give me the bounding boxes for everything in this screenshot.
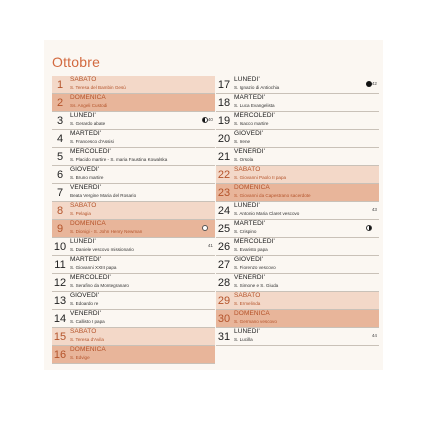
weekday-label: LUNEDI' <box>234 76 260 83</box>
saint-name: S. Callisto I papa <box>70 319 105 324</box>
saint-name: S. Serafino da Montegranaro <box>70 283 129 288</box>
day-row <box>216 238 379 256</box>
weekday-label: GIOVEDI' <box>70 292 100 299</box>
calendar-page <box>44 40 383 370</box>
day-number: 18 <box>217 97 231 109</box>
day-number: 22 <box>217 169 231 181</box>
weekday-label: GIOVEDI' <box>234 256 264 263</box>
day-row <box>216 112 379 130</box>
saint-name: S. Lucilla <box>234 337 253 342</box>
week-number: 44 <box>371 333 377 338</box>
day-number: 24 <box>217 205 231 217</box>
day-number: 28 <box>217 277 231 289</box>
day-number: 17 <box>217 79 231 91</box>
saint-name: S. Francesco d'Assisi <box>70 139 114 144</box>
day-number: 23 <box>217 187 231 199</box>
day-number: 26 <box>217 241 231 253</box>
day-number: 30 <box>217 313 231 325</box>
weekday-label: MERCOLEDI' <box>234 112 275 119</box>
saint-name: S. Crispino <box>234 229 257 234</box>
day-row <box>52 220 215 238</box>
saint-name: S. Luca Evangelista <box>234 103 275 108</box>
day-number: 6 <box>56 169 64 181</box>
new-moon-icon <box>202 225 208 231</box>
weekday-label: DOMENICA <box>70 220 106 227</box>
day-row <box>52 328 215 346</box>
weekday-label: SABATO <box>70 202 97 209</box>
week-number: 40 <box>207 117 213 122</box>
day-number: 21 <box>217 151 231 163</box>
day-row <box>52 148 215 166</box>
day-number: 3 <box>56 115 64 127</box>
day-row <box>216 166 379 184</box>
saint-name: Ss. Angeli Custodi <box>70 103 108 108</box>
saint-name: S. Ermelinda <box>234 301 261 306</box>
day-row <box>52 274 215 292</box>
weekday-label: DOMENICA <box>70 346 106 353</box>
saint-name: S. Pelagia <box>70 211 91 216</box>
saint-name: S. Gerardo abate <box>70 121 106 126</box>
saint-name: S. Dionigi - S. John Henry Newman <box>70 229 143 234</box>
day-row <box>52 346 215 364</box>
day-row <box>52 112 215 130</box>
day-number: 20 <box>217 133 231 145</box>
day-number: 19 <box>217 115 231 127</box>
day-row <box>216 220 379 238</box>
saint-name: S. Simone e S. Giuda <box>234 283 279 288</box>
saint-name: S. Antonio Maria Claret vescovo <box>234 211 300 216</box>
day-row <box>216 148 379 166</box>
saint-name: S. Orsola <box>234 157 254 162</box>
day-row <box>52 310 215 328</box>
day-row <box>216 130 379 148</box>
day-row <box>216 328 379 346</box>
weekday-label: LUNEDI' <box>234 202 260 209</box>
weekday-label: VENERDI' <box>234 274 265 281</box>
day-number: 14 <box>53 313 67 325</box>
day-row <box>52 184 215 202</box>
day-row <box>52 202 215 220</box>
weekday-label: MERCOLEDI' <box>70 274 111 281</box>
day-number: 16 <box>53 349 67 361</box>
day-number: 25 <box>217 223 231 235</box>
day-row <box>216 274 379 292</box>
day-row <box>216 94 379 112</box>
weekday-label: LUNEDI' <box>234 328 260 335</box>
weekday-label: LUNEDI' <box>70 238 96 245</box>
day-row <box>52 94 215 112</box>
day-number: 1 <box>56 79 64 91</box>
weekday-label: MARTEDI' <box>70 256 102 263</box>
day-row <box>52 256 215 274</box>
weekday-label: VENERDI' <box>70 310 101 317</box>
saint-name: S. Germano vescovo <box>234 319 277 324</box>
day-number: 2 <box>56 97 64 109</box>
day-number: 10 <box>53 241 67 253</box>
weekday-label: SABATO <box>70 328 97 335</box>
last-quarter-moon-icon <box>366 225 372 231</box>
day-row <box>52 238 215 256</box>
right-column <box>216 76 379 346</box>
weekday-label: DOMENICA <box>234 310 270 317</box>
saint-name: S. Giovanni Paolo II papa <box>234 175 287 180</box>
saint-name: S. Fiorenzo vescovo <box>234 265 276 270</box>
week-number: 41 <box>207 243 213 248</box>
saint-name: S. Edoardo re <box>70 301 99 306</box>
day-row <box>52 292 215 310</box>
day-number: 11 <box>54 259 66 271</box>
weekday-label: VENERDI' <box>70 184 101 191</box>
saint-name: S. Teresa d'Avila <box>70 337 104 342</box>
month-title: Ottobre <box>52 54 101 70</box>
weekday-label: SABATO <box>234 292 261 299</box>
day-number: 8 <box>56 205 64 217</box>
day-row <box>216 76 379 94</box>
weekday-label: SABATO <box>234 166 261 173</box>
day-number: 15 <box>53 331 67 343</box>
weekday-label: GIOVEDI' <box>234 130 264 137</box>
weekday-label: MARTEDI' <box>234 94 266 101</box>
weekday-label: LUNEDI' <box>70 112 96 119</box>
day-number: 29 <box>217 295 231 307</box>
saint-name: S. Isacco martire <box>234 121 269 126</box>
day-row <box>216 184 379 202</box>
weekday-label: MERCOLEDI' <box>70 148 111 155</box>
weekday-label: MARTEDI' <box>234 220 266 227</box>
saint-name: S. Ignazio di Antiochia <box>234 85 280 90</box>
saint-name: S. Irene <box>234 139 251 144</box>
day-number: 7 <box>56 187 64 199</box>
day-row <box>216 256 379 274</box>
saint-name: S. Edvige <box>70 355 90 360</box>
saint-name: S. Bruno martire <box>70 175 104 180</box>
weekday-label: SABATO <box>70 76 97 83</box>
day-number: 12 <box>53 277 67 289</box>
day-number: 5 <box>56 151 64 163</box>
week-number: 43 <box>371 207 377 212</box>
day-row <box>52 166 215 184</box>
day-row <box>52 76 215 94</box>
saint-name: S. Giovanni da Capestrano sacerdote <box>234 193 311 198</box>
weekday-label: MERCOLEDI' <box>234 238 275 245</box>
week-number: 42 <box>371 81 377 86</box>
saint-name: S. Evaristo papa <box>234 247 268 252</box>
weekday-label: MARTEDI' <box>70 130 102 137</box>
saint-name: S. Teresa del Bambin Gesù <box>70 85 126 90</box>
day-number: 27 <box>217 259 231 271</box>
day-row <box>216 202 379 220</box>
saint-name: S. Daniele vescovo missionario <box>70 247 134 252</box>
day-row <box>52 130 215 148</box>
day-number: 31 <box>217 331 231 343</box>
weekday-label: GIOVEDI' <box>70 166 100 173</box>
weekday-label: VENERDI' <box>234 148 265 155</box>
day-number: 9 <box>56 223 64 235</box>
weekday-label: DOMENICA <box>234 184 270 191</box>
day-row <box>216 292 379 310</box>
saint-name: S. Giovanni XXIII papa <box>70 265 117 270</box>
weekday-label: DOMENICA <box>70 94 106 101</box>
left-column <box>52 76 215 364</box>
day-number: 4 <box>56 133 64 145</box>
saint-name: Beata Vergine Maria del Rosario <box>70 193 137 198</box>
day-number: 13 <box>53 295 67 307</box>
day-row <box>216 310 379 328</box>
saint-name: S. Placido martire - S. maria Faustina Kowalska <box>70 157 168 162</box>
